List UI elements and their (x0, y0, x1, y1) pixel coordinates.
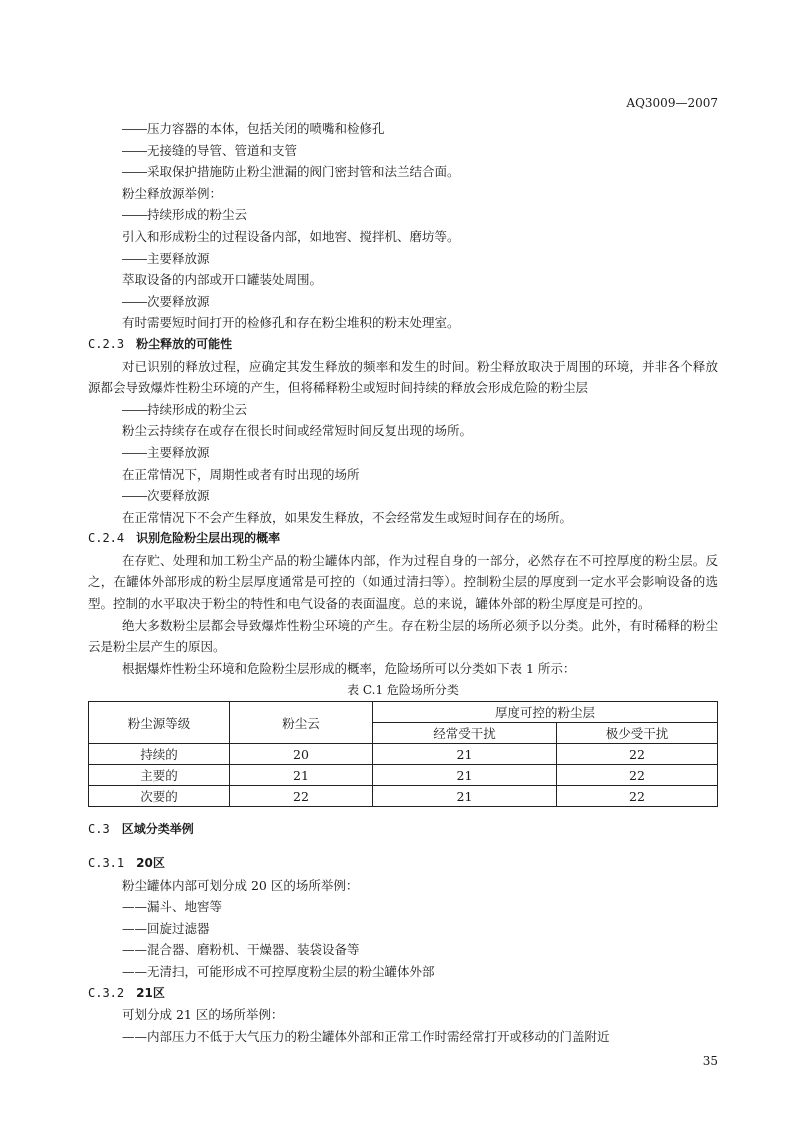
table-header: 粉尘云 (230, 702, 373, 744)
section-number: C.2.3 (88, 336, 125, 351)
paragraph-line: 在正常情况下，周期性或者有时出现的场所 (122, 466, 360, 482)
list-item: ――主要释放源 (122, 444, 210, 460)
paragraph-line: 有时需要短时间打开的检修孔和存在粉尘堆积的粉末处理室。 (122, 315, 460, 331)
list-item: ——内部压力不低于大气压力的粉尘罐体外部和正常工作时需经常打开或移动的门盖附近 (122, 1028, 610, 1044)
paragraph-line: 在正常情况下不会产生释放，如果发生释放，不会经常发生或短时间存在的场所。 (122, 509, 573, 525)
list-item: ――持续形成的粉尘云 (122, 401, 248, 417)
list-item: ――采取保护措施防止粉尘泄漏的阀门密封管和法兰结合面。 (122, 164, 460, 180)
paragraph-line: 引入和形成粉尘的过程设备内部，如地窖、搅拌机、磨坊等。 (122, 228, 460, 244)
section-number: C.3.2 (88, 985, 125, 1000)
table-cell: 22 (557, 744, 718, 765)
list-item: ——回旋过滤器 (122, 920, 210, 936)
table-cell: 22 (557, 765, 718, 786)
standard-number: AQ3009—2007 (626, 96, 718, 110)
list-item: ――持续形成的粉尘云 (122, 207, 248, 223)
section-title: 21区 (136, 985, 165, 1000)
table-row (89, 744, 718, 765)
table-header: 厚度可控的粉尘层 (373, 702, 718, 723)
table-cell: 22 (230, 786, 373, 807)
list-item: ——漏斗、地窖等 (122, 899, 223, 915)
table-cell: 次要的 (89, 786, 230, 807)
table-cell: 20 (230, 744, 373, 765)
table-cell: 21 (373, 744, 557, 765)
section-number: C.3 (88, 822, 110, 837)
table-caption: 表 C.1 危险场所分类 (347, 683, 459, 698)
list-item: ――压力容器的本体，包括关闭的喷嘴和检修孔 (122, 121, 385, 136)
section-heading-c31 (88, 853, 718, 875)
section-heading-c24 (88, 528, 718, 550)
table-row (89, 765, 718, 786)
section-number: C.3.1 (88, 856, 125, 871)
section-title: 识别危险粉尘层出现的概率 (136, 531, 281, 546)
paragraph-line: 粉尘罐体内部可划分成 20 区的场所举例： (122, 877, 359, 893)
section-title: 20区 (136, 856, 165, 871)
section-title: 粉尘释放的可能性 (136, 336, 233, 351)
list-item: ——无清扫，可能形成不可控厚度粉尘层的粉尘罐体外部 (122, 964, 435, 979)
paragraph: 根据爆炸性粉尘环境和危险粉尘层形成的概率，危险场所可以分类如下表 1 所示： (122, 660, 576, 676)
section-heading-c32 (88, 983, 718, 1005)
list-item: ――无接缝的导管、管道和支管 (122, 142, 298, 158)
page-body (88, 118, 718, 1047)
paragraph-line: 萃取设备的内部或开口罐装处周围。 (122, 272, 323, 288)
table-cell: 持续的 (89, 744, 230, 765)
section-heading-c3 (88, 819, 718, 841)
section-title: 区域分类举例 (121, 822, 194, 837)
table-cell: 21 (373, 786, 557, 807)
paragraph: 对已识别的释放过程，应确定其发生释放的频率和发生的时间。粉尘释放取决于周围的环境，并非各个释放源都会导致爆炸性粉尘环境的产生，但将稀释粉尘或短时间持续的释放会形成危险的粉尘层 (88, 358, 718, 396)
table-cell: 主要的 (89, 765, 230, 786)
paragraph-line: 可划分成 21 区的场所举例： (122, 1007, 284, 1023)
table-header: 极少受干扰 (557, 723, 718, 744)
table-header: 粉尘源等级 (89, 702, 230, 744)
paragraph-line: 粉尘云持续存在或存在很长时间或经常短时间反复出现的场所。 (122, 423, 473, 439)
list-item: ――次要释放源 (122, 488, 210, 504)
section-number: C.2.4 (88, 531, 125, 546)
list-item: ――次要释放源 (122, 293, 210, 309)
hazard-classification-table (88, 701, 718, 807)
table-header: 经常受干扰 (373, 723, 557, 744)
paragraph: 在存贮、处理和加工粉尘产品的粉尘罐体内部，作为过程自身的一部分，必然存在不可控厚度的粉尘层。反之，在罐体外部形成的粉尘层厚度通常是可控的（如通过清扫等）。控制粉尘层的厚度到一定水平会影响设备的选型。控制的水平取决于粉尘的特性和电气设备的表面温度。总的来说，罐体外部的粉尘厚度是可控的。 (88, 552, 718, 612)
table-row (89, 786, 718, 807)
paragraph: 绝大多数粉尘层都会导致爆炸性粉尘环境的产生。存在粉尘层的场所必须予以分类。此外，有时稀释的粉尘云是粉尘层产生的原因。 (88, 617, 718, 655)
table-cell: 21 (373, 765, 557, 786)
section-heading-c23 (88, 334, 718, 356)
list-item: ——混合器、磨粉机、干燥器、装袋设备等 (122, 942, 360, 958)
page-number: 35 (702, 1054, 718, 1068)
paragraph-line: 粉尘释放源举例： (122, 185, 223, 201)
table-cell: 21 (230, 765, 373, 786)
table-cell: 22 (557, 786, 718, 807)
list-item: ――主要释放源 (122, 250, 210, 266)
